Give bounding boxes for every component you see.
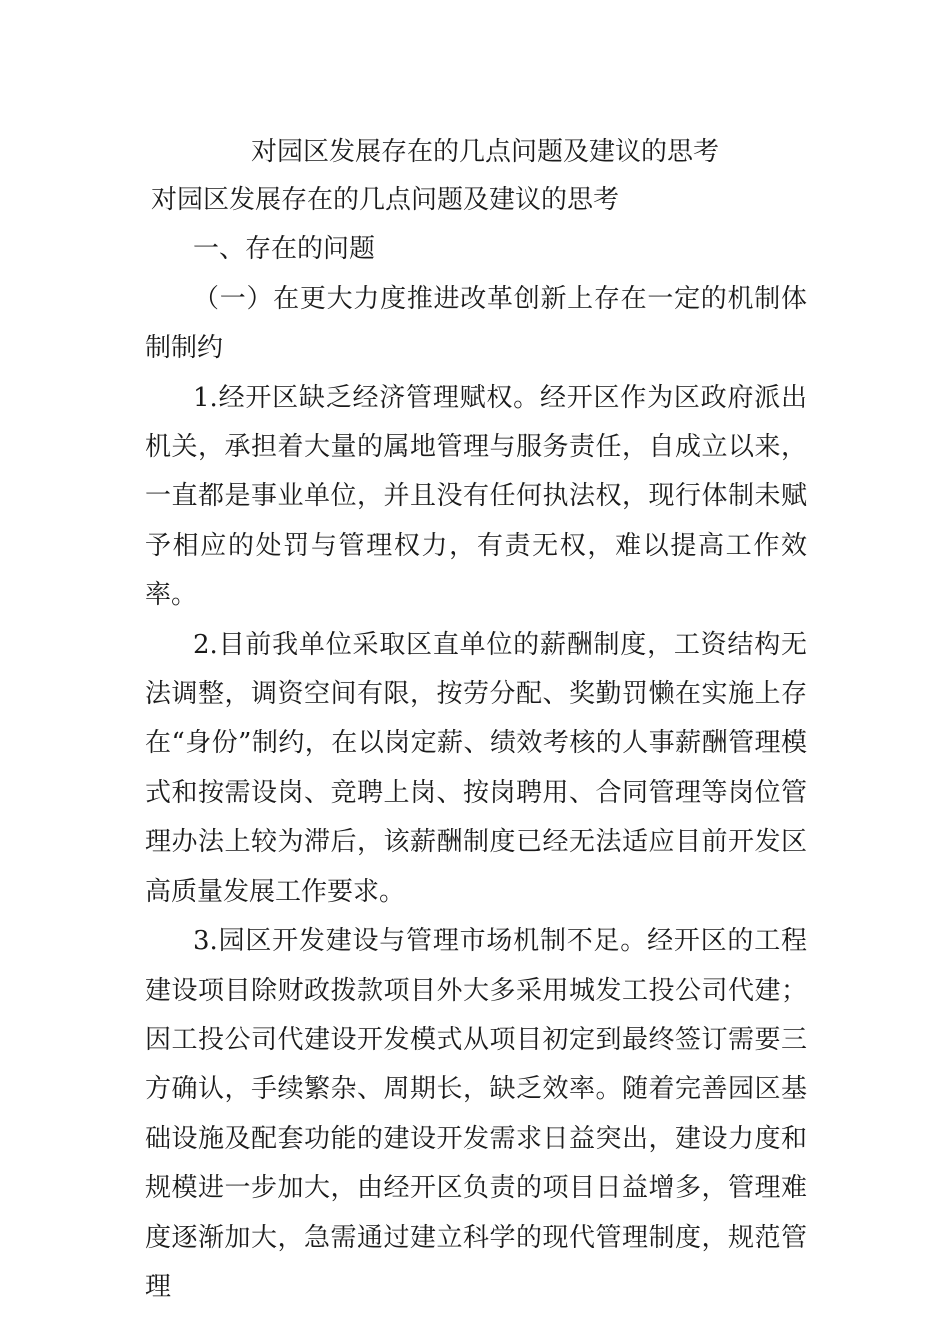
document-subtitle: 对园区发展存在的几点问题及建议的思考 <box>151 185 620 215</box>
subsection-heading: （一）在更大力度推进改革创新上存在一定的机制体制制约 <box>145 283 807 364</box>
paragraph-3: 3.园区开发建设与管理市场机制不足。经开区的工程建设项目除财政拨款项目外大多采用城发工投公司代建；因工投公司代建设开发模式从项目初定到最终签订需要三方确认，手续繁杂、周期长，缺乏效率。随着完善园区基础设施及配套功能的建设开发需求日益突出，建设力度和规模进一步加大，由经开区负责的项目日益增多，管理难度逐渐加大，急需通过建立科学的现代管理制度，规范管理 <box>145 926 807 1302</box>
paragraph-1: 1.经开区缺乏经济管理赋权。经开区作为区政府派出机关，承担着大量的属地管理与服务责任，自成立以来，一直都是事业单位，并且没有任何执法权，现行体制未赋予相应的处罚与管理权力，有责无权，难以提高工作效率。 <box>145 382 807 611</box>
section-heading: 一、存在的问题 <box>193 234 376 265</box>
document-body <box>145 176 807 1312</box>
document-title: 对园区发展存在的几点问题及建议的思考 <box>250 137 719 167</box>
paragraph-2: 2.目前我单位采取区直单位的薪酬制度，工资结构无法调整，调资空间有限，按劳分配、奖勤罚懒在实施上存在“身份”制约，在以岗定薪、绩效考核的人事薪酬管理模式和按需设岗、竞聘上岗、按岗聘用、合同管理等岗位管理办法上较为滞后，该薪酬制度已经无法适应目前开发区高质量发展工作要求。 <box>145 629 807 907</box>
